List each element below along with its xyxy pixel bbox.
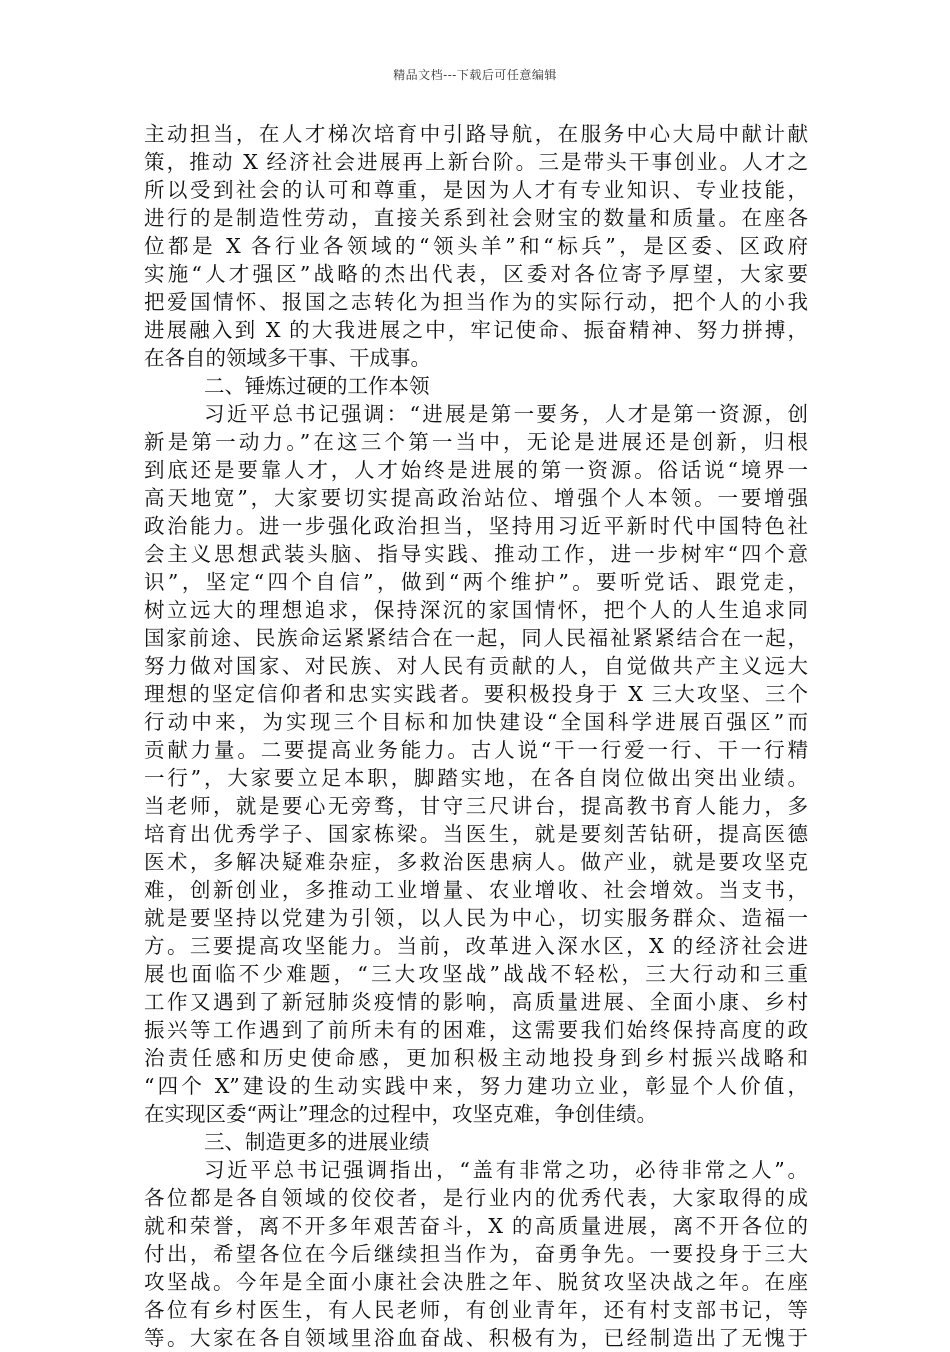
text-line: 难，创新创业，多推动工业增量、农业增收、社会增效。当支书， [144, 878, 808, 902]
text-line: 各位都是各自领域的佼佼者，是行业内的优秀代表，大家取得的成 [144, 1186, 808, 1210]
text-line: 新是第一动力。”在这三个第一当中，无论是进展还是创新，归根 [144, 430, 808, 454]
text-line: 方。三要提高攻坚能力。当前，改革进入深水区，X 的经济社会进 [144, 934, 808, 958]
text-line: 就和荣誉，离不开多年艰苦奋斗，X 的高质量进展，离不开各位的 [144, 1214, 808, 1238]
text-line: 贡献力量。二要提高业务能力。古人说“干一行爱一行、干一行精 [144, 738, 808, 762]
text-line: 理想的坚定信仰者和忠实实践者。要积极投身于 X 三大攻坚、三个 [144, 682, 808, 706]
text-line: 习近平总书记强调指出，“盖有非常之功，必待非常之人”。 [204, 1158, 808, 1182]
text-line: 把爱国情怀、报国之志转化为担当作为的实际行动，把个人的小我 [144, 290, 808, 314]
document-body [144, 120, 808, 1352]
text-line: “四个 X”建设的生动实践中来，努力建功立业，彰显个人价值， [144, 1074, 808, 1098]
page-header: 精品文档---下载后可任意编辑 [393, 68, 557, 82]
text-line: 培育出优秀学子、国家栋梁。当医生，就是要刻苦钻研，提高医德 [144, 822, 808, 846]
text-line: 治责任感和历史使命感，更加积极主动地投身到乡村振兴战略和 [144, 1046, 808, 1070]
text-line: 医术，多解决疑难杂症，多救治医患病人。做产业，就是要攻坚克 [144, 850, 808, 874]
text-line: 努力做对国家、对民族、对人民有贡献的人，自觉做共产主义远大 [144, 654, 808, 678]
text-line: 工作又遇到了新冠肺炎疫情的影响，高质量进展、全面小康、乡村 [144, 990, 808, 1014]
text-line: 在各自的领域多干事、干成事。 [144, 346, 431, 370]
text-line: 付出，希望各位在今后继续担当作为，奋勇争先。一要投身于三大 [144, 1242, 808, 1266]
text-line: 会主义思想武装头脑、指导实践、推动工作，进一步树牢“四个意 [144, 542, 808, 566]
text-line: 就是要坚持以党建为引领，以人民为中心，切实服务群众、造福一 [144, 906, 808, 930]
section-heading: 二、锤炼过硬的工作本领 [204, 374, 430, 398]
text-line: 所以受到社会的认可和尊重，是因为人才有专业知识、专业技能， [144, 178, 808, 202]
text-line: 行动中来，为实现三个目标和加快建设“全国科学进展百强区”而 [144, 710, 808, 734]
text-line: 各位有乡村医生，有人民老师，有创业青年，还有村支部书记，等 [144, 1298, 808, 1322]
text-line: 振兴等工作遇到了前所未有的困难，这需要我们始终保持高度的政 [144, 1018, 808, 1042]
text-line: 展也面临不少难题，“三大攻坚战”战战不轻松，三大行动和三重 [144, 962, 808, 986]
text-line: 实施“人才强区”战略的杰出代表，区委对各位寄予厚望，大家要 [144, 262, 808, 286]
text-line: 策，推动 X 经济社会进展再上新台阶。三是带头干事创业。人才之 [144, 150, 808, 174]
text-line: 树立远大的理想追求，保持深沉的家国情怀，把个人的人生追求同 [144, 598, 808, 622]
text-line: 主动担当，在人才梯次培育中引路导航，在服务中心大局中献计献 [144, 122, 808, 146]
text-line: 当老师，就是要心无旁骛，甘守三尺讲台，提高教书育人能力，多 [144, 794, 808, 818]
text-line: 位都是 X 各行业各领域的“领头羊”和“标兵”，是区委、区政府 [144, 234, 808, 258]
text-line: 识”，坚定“四个自信”，做到“两个维护”。要听党话、跟党走， [144, 570, 808, 594]
text-line: 高天地宽”，大家要切实提高政治站位、增强个人本领。一要增强 [144, 486, 808, 510]
text-line: 国家前途、民族命运紧紧结合在一起，同人民福祉紧紧结合在一起， [144, 626, 808, 650]
section-heading: 三、制造更多的进展业绩 [204, 1130, 430, 1154]
text-line: 在实现区委“两让”理念的过程中，攻坚克难，争创佳绩。 [144, 1102, 657, 1126]
text-line: 政治能力。进一步强化政治担当，坚持用习近平新时代中国特色社 [144, 514, 808, 538]
text-line: 习近平总书记强调：“进展是第一要务，人才是第一资源，创 [204, 402, 808, 426]
text-line: 一行”，大家要立足本职，脚踏实地，在各自岗位做出突出业绩。 [144, 766, 808, 790]
text-line: 等。大家在各自领域里浴血奋战、积极有为，已经制造出了无愧于 [144, 1326, 808, 1350]
text-line: 进行的是制造性劳动，直接关系到社会财宝的数量和质量。在座各 [144, 206, 808, 230]
text-line: 进展融入到 X 的大我进展之中，牢记使命、振奋精神、努力拼搏， [144, 318, 808, 342]
text-line: 攻坚战。今年是全面小康社会决胜之年、脱贫攻坚决战之年。在座 [144, 1270, 808, 1294]
text-line: 到底还是要靠人才，人才始终是进展的第一资源。俗话说“境界一 [144, 458, 808, 482]
